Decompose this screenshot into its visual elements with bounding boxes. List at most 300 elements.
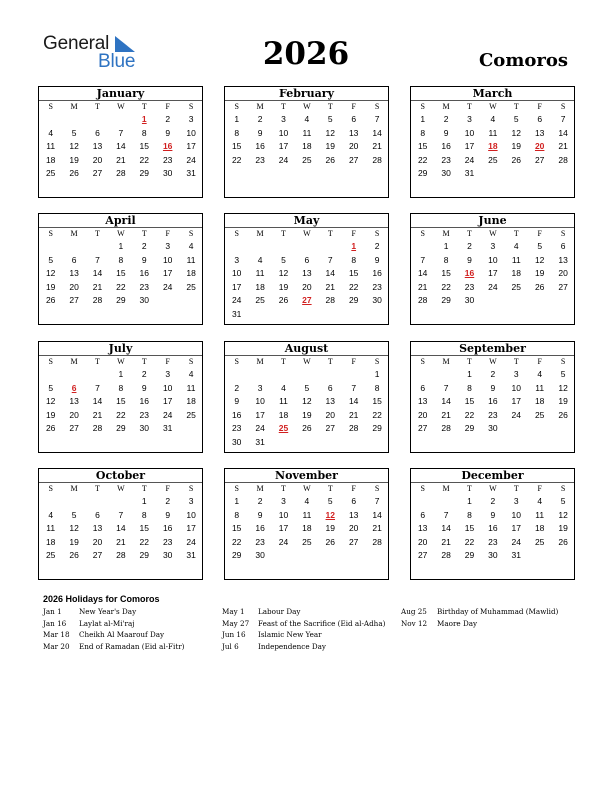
weekday-header: T: [281, 102, 286, 111]
holiday-date: Jan 1: [43, 607, 62, 616]
day: 8: [118, 382, 124, 393]
day: 28: [441, 423, 451, 434]
day: 2: [141, 369, 147, 379]
day: 11: [535, 509, 545, 520]
day: 14: [441, 523, 451, 534]
day: 8: [443, 254, 449, 265]
day: 28: [116, 550, 126, 561]
month-title: November: [275, 469, 338, 482]
day: 28: [558, 154, 568, 165]
day: 17: [162, 268, 173, 279]
day: 20: [92, 536, 103, 547]
day: 24: [186, 154, 196, 165]
day: 1: [234, 114, 240, 124]
day: 7: [560, 114, 566, 124]
day: 27: [417, 423, 428, 434]
day: 24: [278, 536, 289, 547]
day: 5: [560, 369, 566, 379]
weekday-header: S: [48, 102, 53, 111]
day: 18: [255, 281, 265, 292]
day: 27: [348, 154, 359, 165]
day: 3: [467, 114, 472, 124]
day: 22: [372, 409, 382, 420]
holiday-name: Birthday of Muhammad (Mawlid): [437, 607, 559, 616]
day: 4: [281, 382, 286, 393]
day: 14: [372, 127, 382, 138]
weekday-header: W: [489, 102, 497, 111]
holiday-date: May 27: [222, 618, 250, 628]
day: 9: [141, 254, 147, 265]
day: 10: [186, 509, 196, 520]
day: 11: [186, 382, 196, 393]
day: 23: [372, 281, 382, 292]
holiday-day: 18: [488, 141, 498, 152]
weekday-header: S: [188, 357, 194, 366]
day: 9: [443, 127, 449, 138]
weekday-header: F: [537, 484, 542, 493]
day: 28: [116, 168, 126, 179]
day: 22: [139, 154, 150, 165]
weekday-header: T: [141, 229, 147, 238]
weekday-header: T: [467, 229, 472, 238]
day: 26: [45, 295, 56, 306]
day: 2: [490, 496, 496, 506]
day: 18: [511, 268, 522, 279]
month-title: February: [278, 87, 334, 100]
month-november: [224, 468, 389, 580]
day: 18: [186, 396, 196, 407]
day: 9: [490, 382, 496, 393]
weekday-header: F: [351, 229, 356, 238]
day: 21: [348, 409, 359, 420]
day: 9: [257, 127, 263, 138]
day: 8: [141, 127, 147, 138]
day: 11: [186, 254, 196, 265]
weekday-header: T: [327, 484, 333, 493]
day: 15: [116, 268, 126, 279]
day: 3: [513, 369, 519, 379]
day: 19: [325, 523, 336, 534]
holiday-column: [401, 607, 581, 630]
day: 17: [186, 141, 196, 152]
day: 6: [351, 496, 357, 506]
day: 12: [69, 141, 79, 152]
day: 7: [374, 496, 380, 506]
day: 11: [511, 254, 521, 265]
day: 12: [325, 127, 336, 138]
day: 25: [511, 281, 522, 292]
day: 30: [162, 168, 173, 179]
month-title: June: [478, 214, 507, 227]
day: 1: [443, 241, 449, 251]
day: 12: [511, 127, 522, 138]
holiday-day: 16: [464, 268, 475, 279]
holiday-date: Mar 18: [43, 630, 70, 639]
day: 29: [464, 423, 475, 434]
day: 16: [139, 268, 150, 279]
day: 2: [490, 369, 496, 379]
day: 16: [231, 409, 242, 420]
month-december: [410, 468, 575, 580]
day: 20: [417, 536, 428, 547]
day: 23: [231, 423, 242, 434]
holiday-entry: [43, 642, 223, 654]
day: 26: [302, 423, 312, 434]
day: 31: [231, 309, 242, 319]
weekday-header: M: [442, 102, 450, 111]
weekday-header: T: [513, 102, 519, 111]
day: 3: [490, 241, 496, 251]
holiday-name: Islamic New Year: [258, 630, 322, 639]
day: 26: [45, 423, 56, 434]
month-march: [410, 86, 575, 198]
day: 5: [281, 254, 286, 265]
weekday-header: M: [442, 357, 450, 366]
day: 22: [231, 154, 242, 165]
day: 30: [162, 550, 173, 561]
day: 1: [234, 496, 240, 506]
day: 22: [464, 536, 475, 547]
day: 11: [279, 396, 288, 407]
day: 6: [95, 509, 100, 520]
holiday-name: Laylat al-Mi'raj: [79, 618, 135, 628]
day: 14: [92, 268, 103, 279]
day: 23: [464, 281, 475, 292]
weekday-header: S: [560, 229, 566, 238]
weekday-header: T: [281, 229, 286, 238]
day: 11: [255, 268, 265, 279]
day: 13: [348, 509, 359, 520]
day: 10: [186, 127, 196, 138]
day: 27: [325, 423, 336, 434]
weekday-header: S: [560, 102, 566, 111]
day: 22: [139, 536, 150, 547]
weekday-header: S: [374, 229, 380, 238]
weekday-header: M: [256, 102, 264, 111]
day: 13: [348, 127, 359, 138]
day: 21: [372, 523, 382, 534]
day: 6: [420, 509, 426, 520]
day: 8: [467, 509, 472, 520]
day: 13: [325, 396, 336, 407]
day: 5: [304, 382, 310, 393]
day: 21: [92, 281, 103, 292]
day: 24: [464, 154, 475, 165]
day: 17: [186, 523, 196, 534]
day: 14: [116, 523, 126, 534]
day: 20: [325, 409, 336, 420]
month-title: August: [284, 342, 329, 355]
holiday-entry: [401, 607, 581, 619]
day: 19: [45, 281, 56, 292]
day: 27: [92, 550, 103, 561]
day: 31: [255, 437, 265, 447]
day: 7: [118, 127, 124, 138]
day: 5: [327, 114, 333, 124]
day: 30: [231, 437, 242, 447]
day: 31: [186, 550, 196, 561]
day: 15: [139, 141, 150, 152]
day: 21: [116, 154, 126, 165]
day: 25: [45, 168, 56, 179]
day: 23: [162, 536, 173, 547]
day: 21: [325, 281, 336, 292]
day: 13: [417, 523, 428, 534]
day: 3: [165, 241, 171, 251]
day: 5: [537, 241, 543, 251]
weekday-header: S: [234, 484, 239, 493]
day: 1: [467, 369, 472, 379]
weekday-header: F: [165, 484, 170, 493]
weekday-header: S: [374, 102, 380, 111]
day: 20: [348, 523, 359, 534]
day: 7: [420, 254, 426, 265]
day: 12: [45, 396, 56, 407]
day: 11: [46, 141, 56, 152]
weekday-header: W: [117, 484, 125, 493]
day: 5: [48, 382, 54, 393]
day: 12: [69, 523, 79, 534]
day: 31: [186, 168, 196, 179]
day: 1: [374, 369, 380, 379]
day: 3: [513, 496, 519, 506]
day: 26: [511, 154, 522, 165]
month-title: July: [108, 342, 133, 355]
weekday-header: W: [303, 357, 311, 366]
day: 15: [348, 268, 359, 279]
month-title: October: [95, 469, 146, 482]
day: 16: [162, 523, 173, 534]
day: 12: [45, 268, 56, 279]
day: 2: [234, 382, 240, 393]
day: 28: [92, 423, 103, 434]
weekday-header: S: [560, 484, 566, 493]
day: 8: [420, 127, 426, 138]
day: 25: [302, 154, 312, 165]
weekday-header: T: [467, 357, 472, 366]
day: 8: [374, 382, 380, 393]
day: 16: [255, 141, 265, 152]
day: 13: [417, 396, 428, 407]
holiday-entry: [222, 607, 402, 619]
weekday-header: S: [374, 357, 380, 366]
day: 26: [558, 409, 568, 420]
day: 4: [48, 127, 54, 138]
day: 18: [45, 536, 56, 547]
day: 24: [186, 536, 196, 547]
day: 17: [464, 141, 475, 152]
day: 10: [278, 127, 289, 138]
day: 13: [69, 396, 79, 407]
day: 24: [278, 154, 289, 165]
day: 29: [372, 423, 382, 434]
day: 18: [534, 396, 545, 407]
day: 19: [278, 281, 289, 292]
day: 11: [535, 382, 545, 393]
weekday-header: M: [256, 229, 264, 238]
day: 22: [116, 409, 126, 420]
weekday-header: F: [165, 229, 170, 238]
day: 26: [69, 168, 79, 179]
day: 4: [188, 241, 194, 251]
day: 4: [304, 114, 310, 124]
day: 2: [467, 241, 472, 251]
month-title: March: [472, 87, 513, 100]
day: 29: [464, 550, 475, 561]
day: 24: [231, 295, 242, 306]
month-title: January: [96, 87, 145, 100]
day: 3: [188, 114, 194, 124]
day: 20: [92, 154, 103, 165]
day: 2: [257, 496, 263, 506]
day: 2: [141, 241, 147, 251]
day: 12: [302, 396, 312, 407]
day: 2: [257, 114, 263, 124]
day: 23: [488, 409, 498, 420]
month-may: [224, 213, 389, 325]
weekday-header: T: [95, 102, 100, 111]
day: 10: [162, 254, 173, 265]
day: 28: [417, 295, 428, 306]
weekday-header: S: [420, 484, 425, 493]
weekday-header: T: [467, 484, 472, 493]
month-title: December: [461, 469, 524, 482]
day: 4: [537, 369, 543, 379]
day: 25: [534, 409, 545, 420]
day: 16: [255, 523, 265, 534]
day: 11: [302, 127, 312, 138]
day: 8: [351, 254, 357, 265]
day: 7: [327, 254, 333, 265]
holiday-entry: [222, 619, 402, 631]
day: 9: [467, 254, 472, 265]
holiday-day: 1: [141, 114, 147, 124]
day: 18: [45, 154, 56, 165]
day: 21: [116, 536, 126, 547]
day: 6: [351, 114, 357, 124]
weekday-header: T: [281, 484, 286, 493]
day: 19: [511, 141, 522, 152]
weekday-header: T: [327, 357, 333, 366]
day: 29: [231, 550, 242, 561]
day: 8: [234, 509, 240, 520]
day: 4: [490, 114, 496, 124]
weekday-header: W: [117, 357, 125, 366]
day: 3: [188, 496, 194, 506]
weekday-header: W: [489, 484, 497, 493]
day: 5: [48, 254, 54, 265]
day: 13: [302, 268, 312, 279]
day: 2: [374, 241, 380, 251]
day: 9: [257, 509, 263, 520]
weekday-header: F: [165, 357, 170, 366]
day: 26: [558, 536, 568, 547]
holiday-name: New Year's Day: [79, 607, 137, 616]
day: 4: [537, 496, 543, 506]
day: 5: [71, 127, 77, 138]
day: 18: [186, 268, 196, 279]
holiday-day: 1: [351, 241, 357, 251]
day: 29: [441, 295, 451, 306]
holiday-name: Labour Day: [258, 607, 301, 616]
day: 10: [464, 127, 475, 138]
weekday-header: W: [117, 229, 125, 238]
month-title: April: [105, 214, 136, 227]
holiday-date: Jan 16: [43, 618, 67, 628]
day: 24: [162, 281, 173, 292]
day: 16: [441, 141, 451, 152]
day: 4: [48, 509, 54, 520]
weekday-header: T: [95, 357, 100, 366]
holiday-name: Feast of the Sacrifice (Eid al-Adha): [258, 618, 386, 628]
day: 24: [162, 409, 173, 420]
day: 10: [162, 382, 173, 393]
day: 31: [464, 168, 475, 179]
day: 30: [441, 168, 451, 179]
weekday-header: F: [351, 102, 356, 111]
day: 16: [372, 268, 382, 279]
day: 1: [118, 241, 124, 251]
day: 26: [534, 281, 545, 292]
day: 15: [231, 141, 242, 152]
day: 5: [71, 509, 77, 520]
holiday-day: 25: [278, 423, 289, 434]
day: 21: [441, 409, 451, 420]
day: 7: [443, 382, 449, 393]
holiday-date: Aug 25: [401, 607, 427, 616]
day: 30: [372, 295, 382, 306]
day: 6: [95, 127, 100, 138]
day: 22: [348, 281, 359, 292]
day: 25: [45, 550, 56, 561]
weekday-header: M: [70, 357, 78, 366]
month-january: [38, 86, 203, 198]
holiday-day: 16: [162, 141, 173, 152]
country-name: Comoros: [478, 50, 568, 71]
day: 20: [558, 268, 568, 279]
holiday-column: [222, 607, 402, 653]
day: 18: [278, 409, 289, 420]
day: 21: [92, 409, 103, 420]
weekday-header: F: [537, 357, 542, 366]
weekday-header: M: [442, 484, 450, 493]
weekday-header: T: [467, 102, 472, 111]
month-title: September: [459, 342, 526, 355]
day: 31: [162, 423, 173, 434]
holiday-name: Maore Day: [437, 618, 478, 628]
day: 9: [234, 396, 240, 407]
day: 11: [302, 509, 312, 520]
weekday-header: S: [48, 357, 53, 366]
day: 20: [417, 409, 428, 420]
holiday-entry: [222, 630, 402, 642]
day: 3: [257, 382, 263, 393]
day: 10: [511, 509, 522, 520]
day: 6: [537, 114, 543, 124]
holiday-date: Jun 16: [222, 630, 246, 639]
day: 16: [488, 396, 498, 407]
day: 3: [165, 369, 171, 379]
day: 28: [372, 154, 382, 165]
day: 18: [534, 523, 545, 534]
month-june: [410, 213, 575, 325]
weekday-header: M: [70, 229, 78, 238]
holiday-day: 12: [325, 509, 336, 520]
day: 17: [511, 396, 522, 407]
day: 28: [372, 536, 382, 547]
weekday-header: S: [234, 357, 239, 366]
day: 16: [139, 396, 150, 407]
